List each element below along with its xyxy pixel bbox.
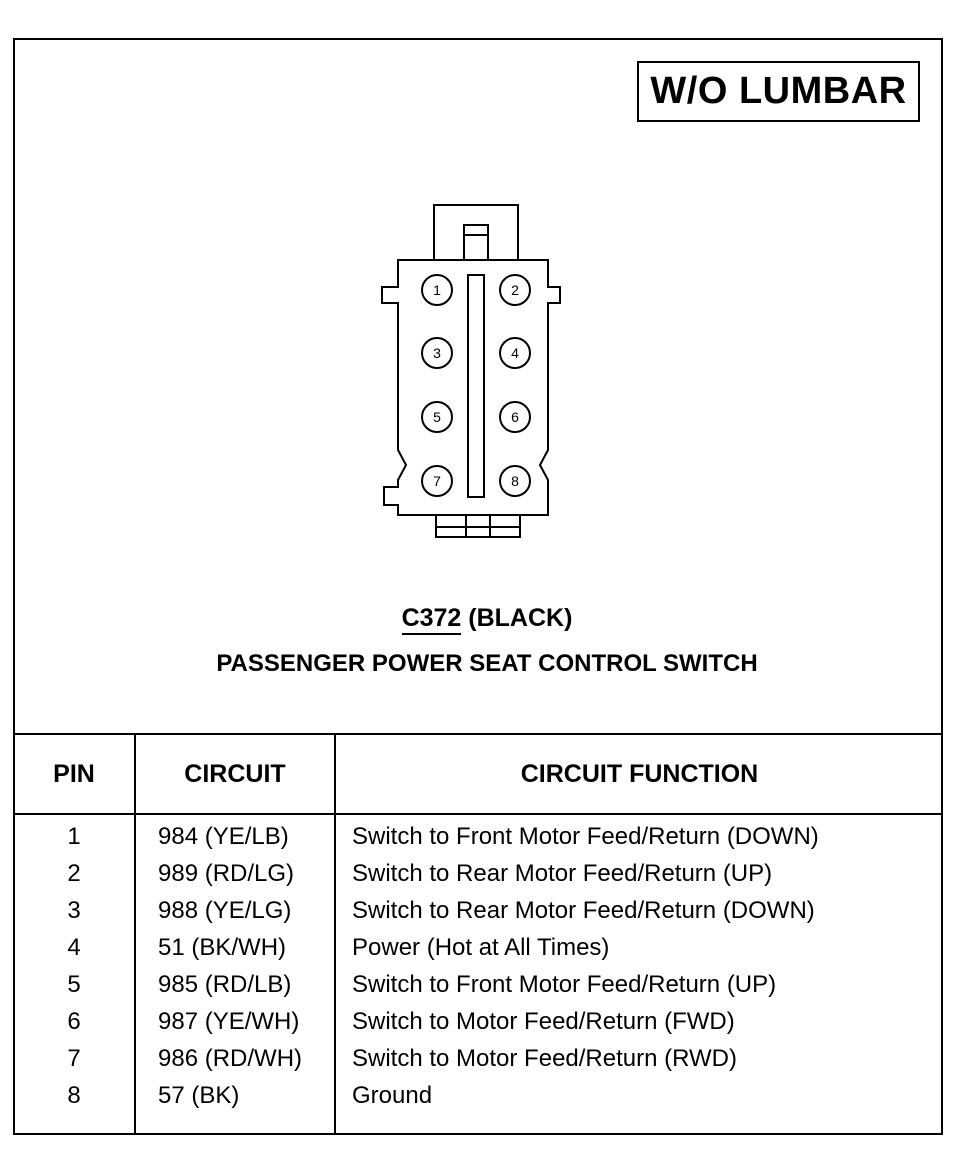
pin-number: 8 xyxy=(511,473,519,489)
connector-name: PASSENGER POWER SEAT CONTROL SWITCH xyxy=(216,650,758,677)
header-pin: PIN xyxy=(53,760,95,788)
circuit-cell: 57 (BK) xyxy=(158,1082,240,1109)
function-cell: Switch to Motor Feed/Return (RWD) xyxy=(352,1045,737,1072)
pin-number: 7 xyxy=(433,473,441,489)
pin-number: 6 xyxy=(511,409,519,425)
pin-cell: 8 xyxy=(67,1082,81,1109)
connector-color: (BLACK) xyxy=(468,604,573,632)
connector-body xyxy=(382,260,560,515)
connector-divider xyxy=(468,275,484,497)
pin-cell: 7 xyxy=(67,1045,81,1072)
circuit-cell: 986 (RD/WH) xyxy=(158,1045,303,1072)
connector-latch xyxy=(434,205,518,260)
connector-label xyxy=(0,604,974,633)
function-cell: Switch to Front Motor Feed/Return (UP) xyxy=(352,971,777,998)
function-cell: Switch to Motor Feed/Return (FWD) xyxy=(352,1008,735,1035)
circuit-cell: 984 (YE/LB) xyxy=(158,823,289,850)
pin-cavities xyxy=(422,275,530,496)
pin-number: 3 xyxy=(433,345,441,361)
circuit-cell: 989 (RD/LG) xyxy=(158,860,295,887)
function-cell: Switch to Front Motor Feed/Return (DOWN) xyxy=(352,823,819,850)
variant-badge: W/O LUMBAR xyxy=(637,61,920,122)
connector-id: C372 xyxy=(402,604,462,635)
circuit-cell: 988 (YE/LG) xyxy=(158,897,292,924)
circuit-cell: 987 (YE/WH) xyxy=(158,1008,300,1035)
function-cell: Switch to Rear Motor Feed/Return (UP) xyxy=(352,860,773,887)
header-circuit-function: CIRCUIT FUNCTION xyxy=(520,760,759,788)
table-top-border xyxy=(13,733,943,735)
pin-cell: 4 xyxy=(67,934,81,961)
pin-cell: 6 xyxy=(67,1008,81,1035)
connector-face-diagram xyxy=(370,195,580,545)
pin-cell: 2 xyxy=(67,860,81,887)
pin-cell: 3 xyxy=(67,897,81,924)
pin-number: 4 xyxy=(511,345,519,361)
pin-number: 2 xyxy=(511,282,519,298)
header-circuit: CIRCUIT xyxy=(184,760,286,788)
pin-number: 5 xyxy=(433,409,441,425)
circuit-cell: 51 (BK/WH) xyxy=(158,934,287,961)
circuit-cell: 985 (RD/LB) xyxy=(158,971,292,998)
pin-number: 1 xyxy=(433,282,441,298)
pin-cell: 5 xyxy=(67,971,81,998)
table-header-divider xyxy=(13,813,943,815)
table-column-divider xyxy=(334,735,336,1135)
function-cell: Switch to Rear Motor Feed/Return (DOWN) xyxy=(352,897,815,924)
function-cell: Ground xyxy=(352,1082,433,1109)
function-cell: Power (Hot at All Times) xyxy=(352,934,610,961)
pin-cell: 1 xyxy=(67,823,81,850)
